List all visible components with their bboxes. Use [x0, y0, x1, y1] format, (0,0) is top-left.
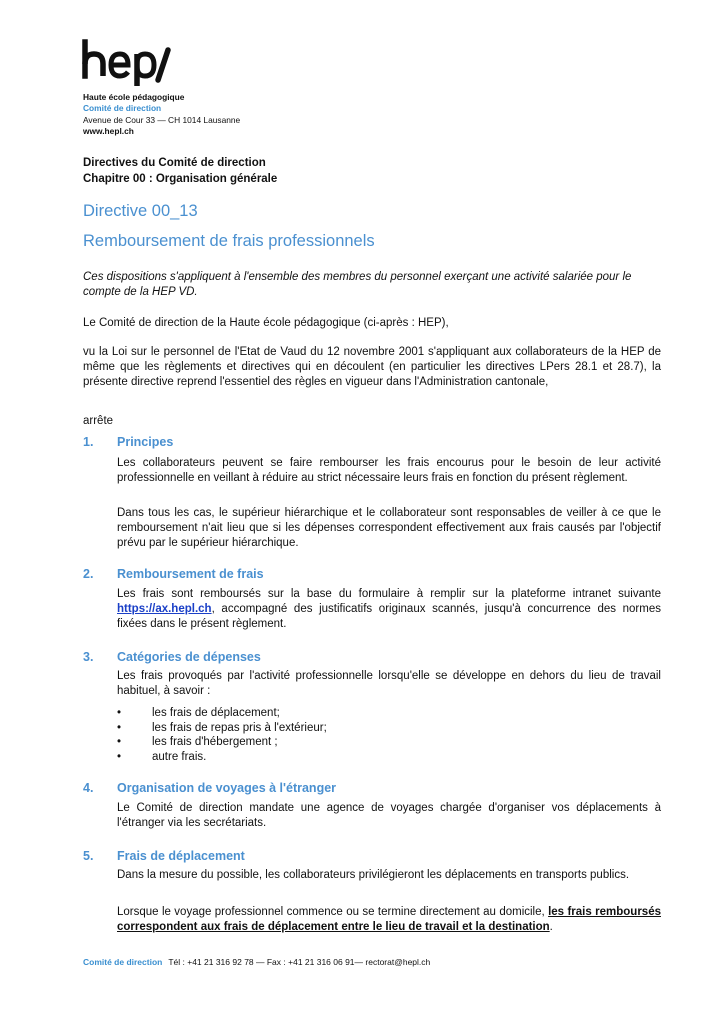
- organisation-block: [83, 92, 240, 137]
- org-website: www.hepl.ch: [83, 125, 134, 136]
- directive-title: Remboursement de frais professionnels: [83, 232, 375, 250]
- intro-committee: Le Comité de direction de la Haute école pédagogique (ci-après : HEP),: [83, 317, 449, 329]
- section-3-title: Catégories de dépenses: [117, 650, 261, 664]
- section-4-title: Organisation de voyages à l'étranger: [117, 781, 337, 795]
- section-5-paragraph-1: Dans la mesure du possible, les collaborateurs privilégieront les déplacements en transports publics.: [117, 869, 630, 881]
- document-header: [83, 156, 277, 187]
- header-line-1: Directives du Comité de direction: [83, 157, 266, 169]
- section-2-number: 2.: [83, 567, 94, 581]
- bullet-icon: •: [117, 721, 122, 734]
- list-item: [117, 735, 327, 750]
- section-1-number: 1.: [83, 435, 94, 449]
- list-item-label: les frais d'hébergement ;: [152, 736, 278, 749]
- section-2-title: Remboursement de frais: [117, 567, 264, 581]
- list-item: [117, 721, 327, 736]
- section-4-heading: [83, 781, 336, 795]
- page-footer: [83, 957, 430, 967]
- section-1-heading: [83, 435, 173, 449]
- hepl-logo-icon: [82, 38, 172, 88]
- list-item: [117, 750, 327, 765]
- bullet-icon: •: [117, 707, 122, 719]
- list-item-label: les frais de repas pris à l'extérieur;: [152, 721, 327, 734]
- section-5-emphasis: les frais remboursés correspondent aux frais de déplacement entre le lieu de travail et la destination: [117, 906, 661, 934]
- section-5-heading: [83, 849, 245, 863]
- section-3-heading: [83, 650, 261, 664]
- bullet-icon: •: [117, 736, 122, 749]
- section-3-paragraph-1: Les frais provoqués par l'activité professionnelle lorsqu'elle se développe en dehors du lieu de travail habituel, à savoir :: [117, 670, 661, 698]
- list-item-label: autre frais.: [152, 750, 207, 763]
- directive-number: Directive 00_13: [83, 202, 198, 220]
- intro-decree: arrête: [83, 415, 114, 427]
- footer-department: Comité de direction: [83, 957, 163, 967]
- org-department: Comité de direction: [83, 103, 162, 114]
- section-4-paragraph-1: Le Comité de direction mandate une agence de voyages chargée d'organiser vos déplacements à l'étranger via les secrétariats.: [117, 802, 661, 830]
- section-2-text-before: Les frais sont remboursés sur la base du formulaire à remplir sur la plateforme intranet suivante: [117, 588, 661, 600]
- section-5-text-before: Lorsque le voyage professionnel commence ou se termine directement au domicile,: [117, 906, 549, 918]
- section-5-text-after: .: [549, 921, 553, 934]
- section-2-text-after: , accompagné des justificatifs originaux scannés, jusqu'à concurrence des normes fixées dans le présent règlement.: [117, 603, 661, 631]
- section-2-paragraph-1: [117, 587, 661, 633]
- expense-category-list: [117, 706, 327, 764]
- header-line-2: Chapitre 00 : Organisation générale: [83, 172, 278, 185]
- bullet-icon: •: [117, 750, 122, 763]
- intranet-link[interactable]: https://ax.hepl.ch: [117, 603, 212, 616]
- list-item-label: les frais de déplacement;: [152, 707, 280, 719]
- intro-scope: Ces dispositions s'appliquent à l'ensemble des membres du personnel exerçant une activité salariée pour le compte de la HEP VD.: [83, 271, 632, 299]
- list-item: [117, 706, 327, 721]
- footer-contact: Tél : +41 21 316 92 78 — Fax : +41 21 316 06 91— rectorat@hepl.ch: [168, 957, 431, 967]
- org-name: Haute école pédagogique: [83, 92, 185, 102]
- section-5-paragraph-2: [117, 905, 661, 935]
- section-4-number: 4.: [83, 781, 94, 795]
- section-1-paragraph-2: Dans tous les cas, le supérieur hiérarchique et le collaborateur sont responsables de veiller à ce que le remboursement n'ait lieu que si les dépenses correspondent effectivement aux frais causés par l'objectif prévu par le supérieur hiérarchique.: [117, 507, 661, 550]
- intro-legal-basis: vu la Loi sur le personnel de l'Etat de Vaud du 12 novembre 2001 s'appliquant aux collaborateurs de la HEP de même que les règlements et directives qui en découlent (en particulier les directives LPers 28.1 et 28.7), la présente directive reprend l'essentiel des règles en vigueur dans l'Administration cantonale,: [83, 346, 661, 389]
- section-2-heading: [83, 567, 264, 581]
- section-5-title: Frais de déplacement: [117, 849, 245, 863]
- section-5-number: 5.: [83, 849, 94, 863]
- section-1-paragraph-1: Les collaborateurs peuvent se faire rembourser les frais encourus pour le besoin de leur activité professionnelle en veillant à réduire au strict nécessaire leurs frais en fonction du présent règlement.: [117, 457, 661, 485]
- section-3-number: 3.: [83, 650, 94, 664]
- section-1-title: Principes: [117, 435, 174, 449]
- org-address: Avenue de Cour 33 — CH 1014 Lausanne: [83, 114, 241, 125]
